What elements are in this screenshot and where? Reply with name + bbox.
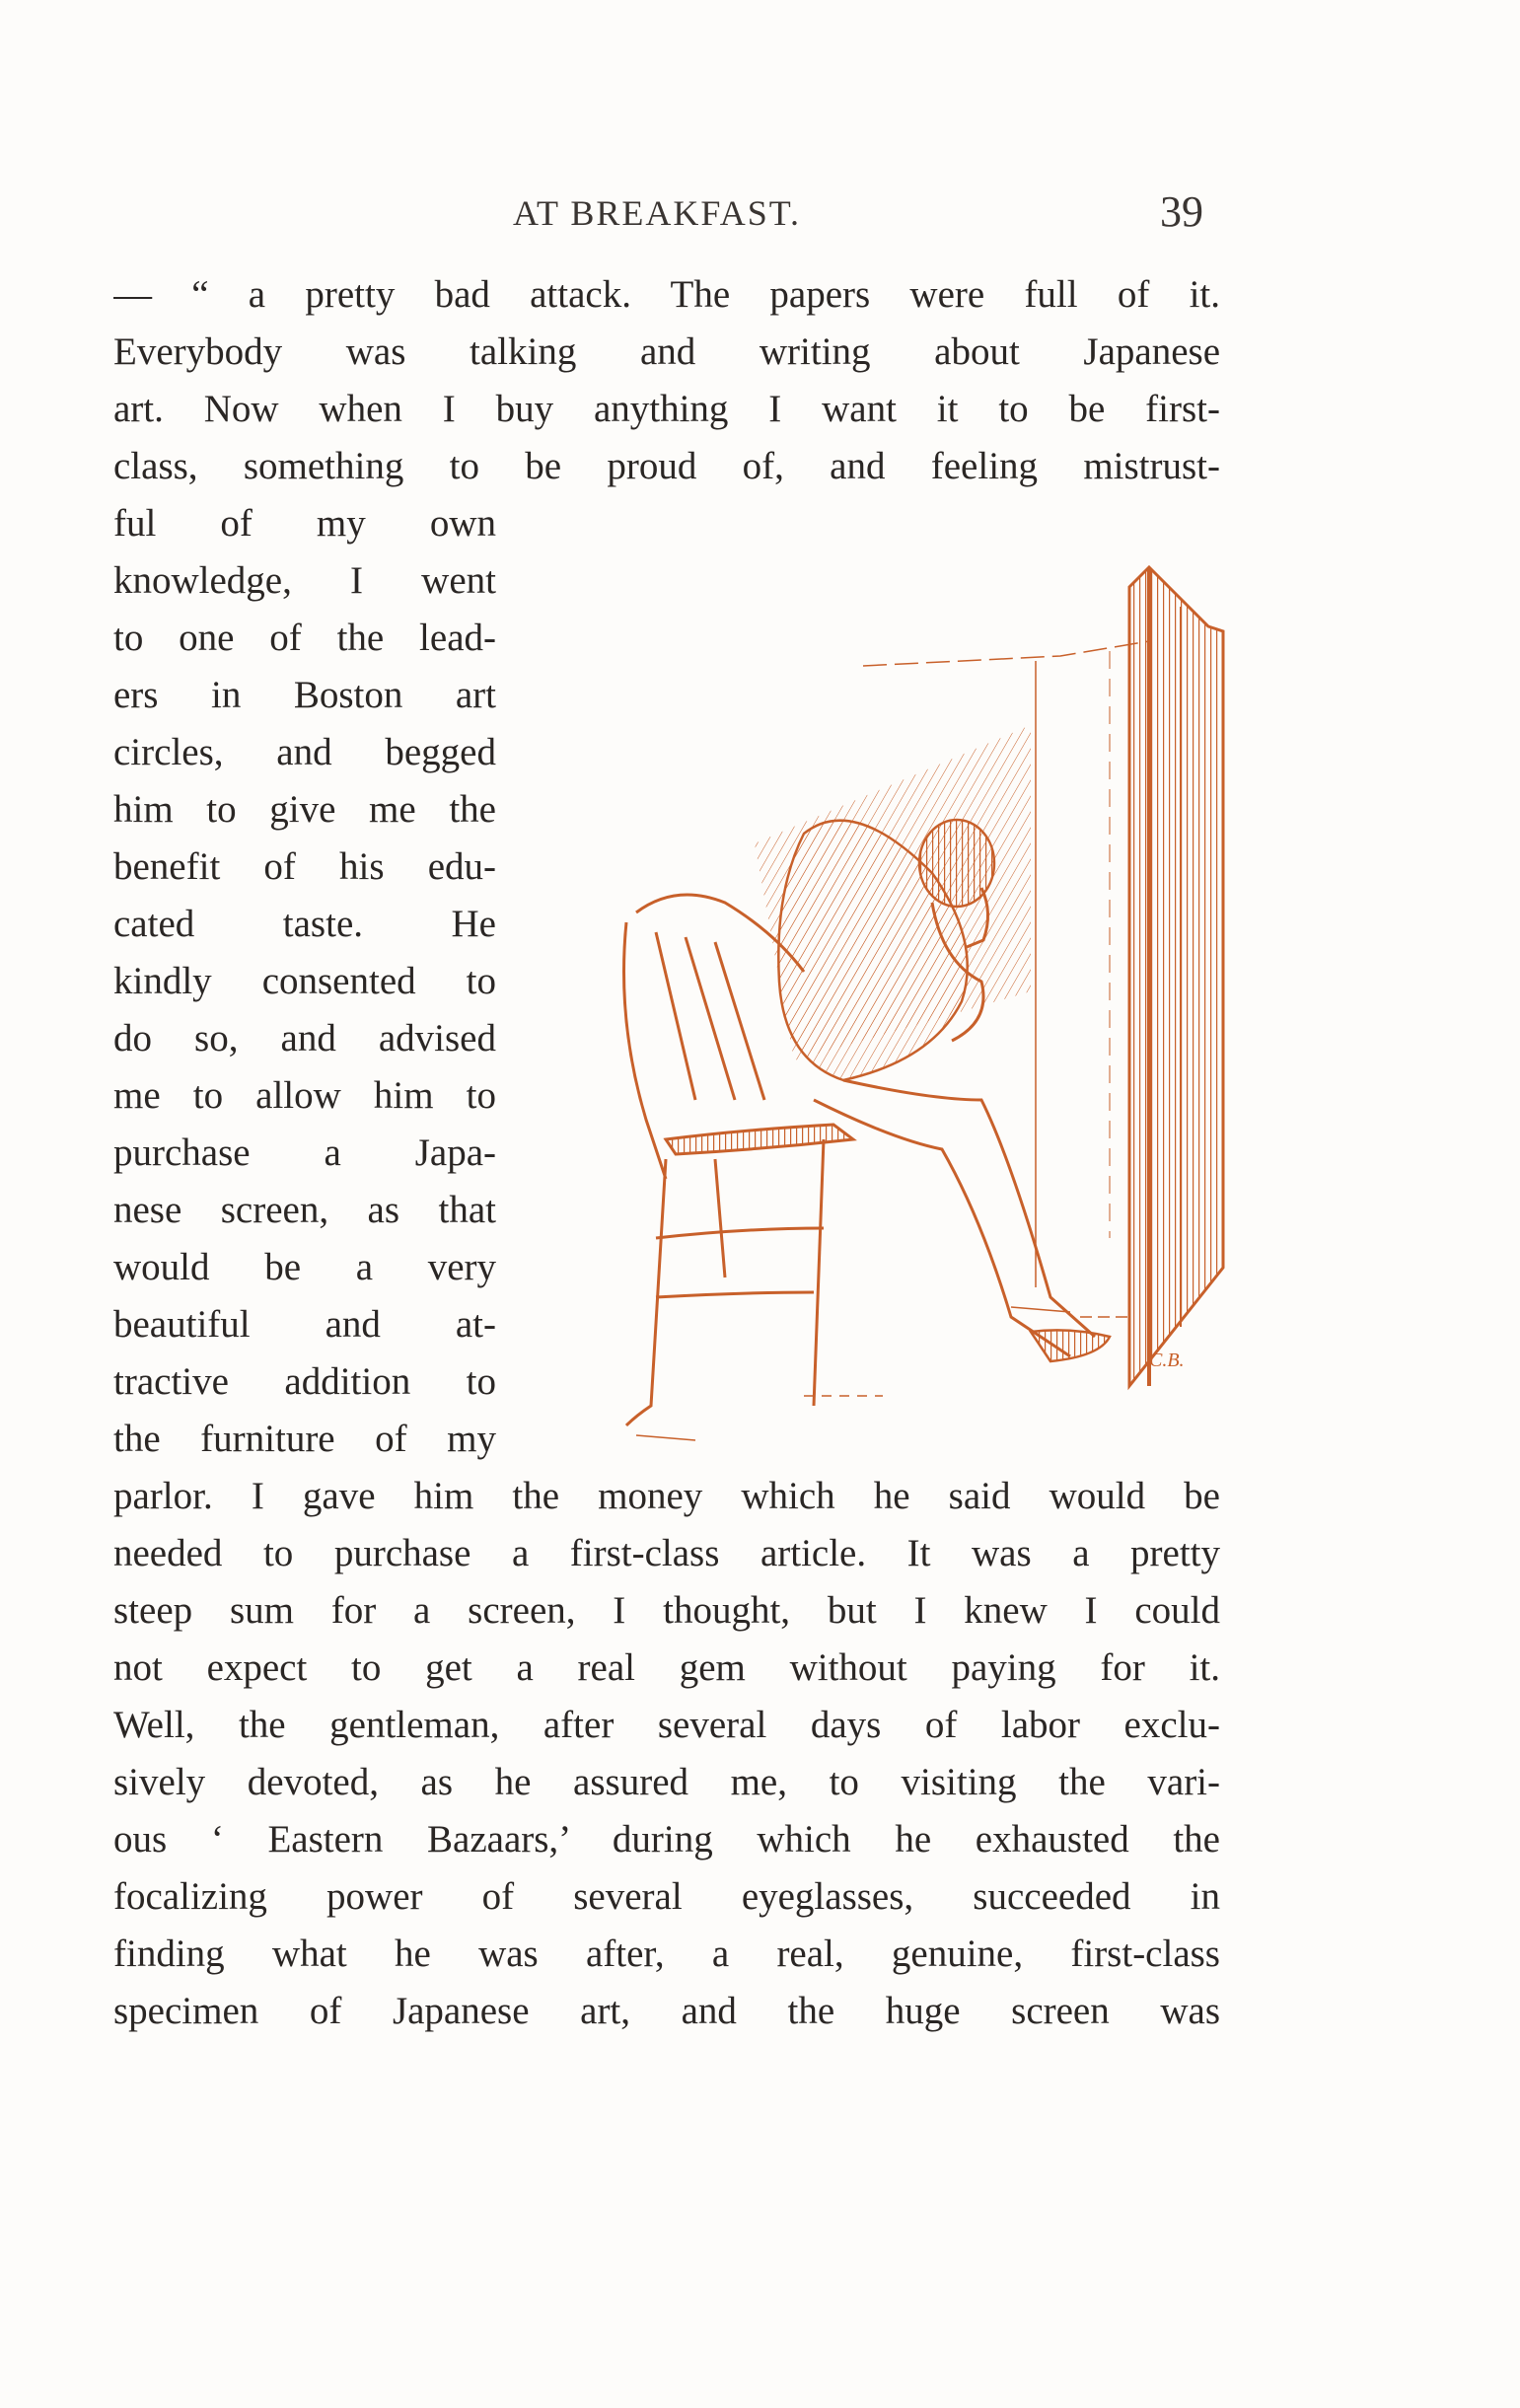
text-line: cated taste. He: [113, 903, 496, 945]
text-line: steep sum for a screen, I thought, but I knew I could: [113, 1589, 1220, 1632]
artist-signature: C.B.: [1149, 1350, 1185, 1371]
text-line: do so, and advised: [113, 1017, 496, 1059]
text-line: purchase a Japa-: [113, 1131, 496, 1174]
text-line: Everybody was talking and writing about Japanese: [113, 330, 1220, 373]
text-line: beautiful and at-: [113, 1303, 496, 1346]
text-line: circles, and begged: [113, 731, 496, 773]
running-title: AT BREAKFAST.: [513, 193, 802, 233]
illustration-man-on-chair: [518, 547, 1248, 1460]
text-line: kindly consented to: [113, 960, 496, 1002]
text-line: Well, the gentleman, after several days of labor exclu-: [113, 1704, 1220, 1746]
text-line: needed to purchase a first-class article. It was a pretty: [113, 1532, 1220, 1574]
man-figure: [778, 820, 1110, 1361]
text-line: knowledge, I went: [113, 559, 496, 602]
text-line: benefit of his edu-: [113, 845, 496, 888]
text-line: the furniture of my: [113, 1418, 496, 1460]
page-number: 39: [1160, 187, 1203, 236]
text-line: sively devoted, as he assured me, to visiting the vari-: [113, 1761, 1220, 1803]
text-line: me to allow him to: [113, 1074, 496, 1117]
text-line: nese screen, as that: [113, 1189, 496, 1231]
text-line: specimen of Japanese art, and the huge screen was: [113, 1990, 1220, 2032]
floor-marks: [636, 1307, 1129, 1440]
text-line: ful of my own: [113, 502, 496, 545]
text-line: class, something to be proud of, and feeling mistrust-: [113, 445, 1220, 487]
text-line: ous ‘ Eastern Bazaars,’ during which he exhausted the: [113, 1818, 1220, 1861]
text-line: would be a very: [113, 1246, 496, 1288]
running-head: [0, 187, 1520, 242]
text-line: not expect to get a real gem without paying for it.: [113, 1646, 1220, 1689]
text-line: art. Now when I buy anything I want it to be first-: [113, 388, 1220, 430]
text-line: finding what he was after, a real, genuine, first-class: [113, 1933, 1220, 1975]
text-line: ers in Boston art: [113, 674, 496, 716]
text-line: — “ a pretty bad attack. The papers were full of it.: [113, 273, 1220, 316]
text-line: tractive addition to: [113, 1360, 496, 1403]
text-line: him to give me the: [113, 788, 496, 831]
text-line: to one of the lead-: [113, 617, 496, 659]
text-line: focalizing power of several eyeglasses, succeeded in: [113, 1875, 1220, 1918]
text-line: parlor. I gave him the money which he said would be: [113, 1475, 1220, 1517]
